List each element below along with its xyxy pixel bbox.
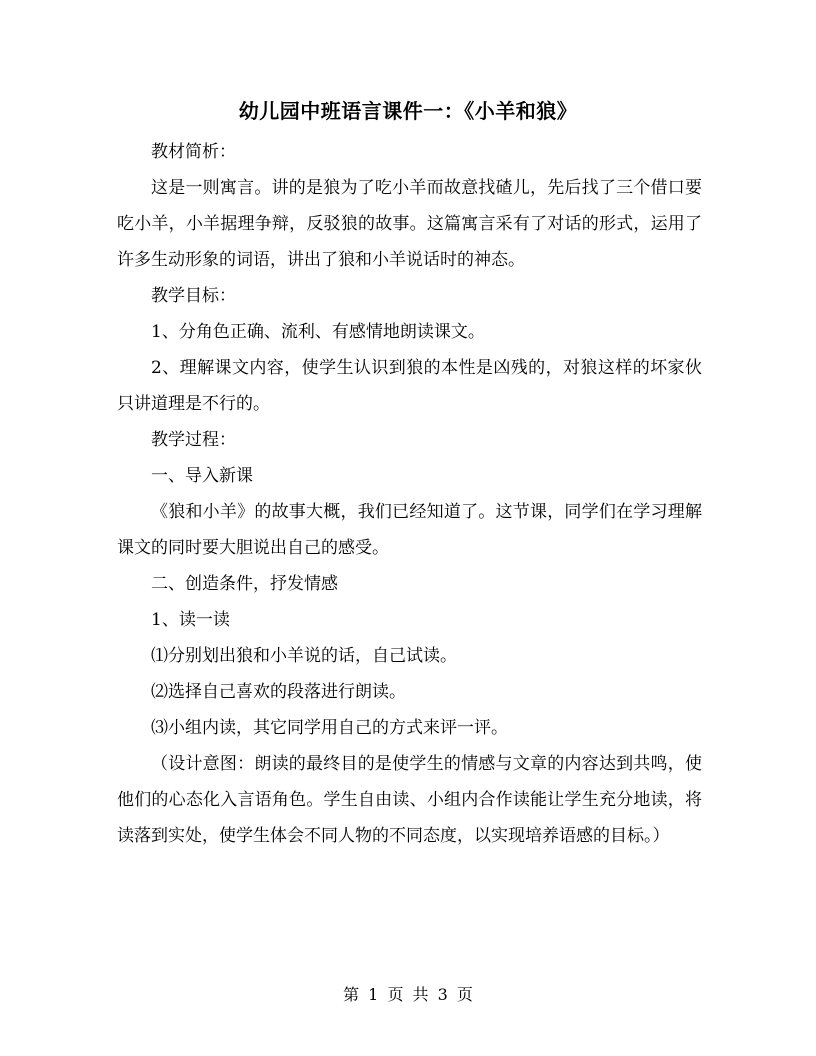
paragraph-step-1-heading: 一、导入新课 [151,466,253,486]
paragraph-read-item-3: ⑶小组内读，其它同学用自己的方式来评一评。 [151,718,508,738]
paragraph-section-heading-goals: 教学目标： [151,286,236,306]
paragraph-step-1-text: 《狼和小羊》的故事大概，我们已经知道了。这节课，同学们在学习理解课文的同时要大胆说出自己的感受。 [117,502,702,558]
paragraph-design-intent: （设计意图：朗读的最终目的是使学生的情感与文章的内容达到共鸣，使他们的心态化入言语角色。学生自由读、小组内合作读能让学生充分地读，将读落到实处，使学生体会不同人物的不同态度，以实现培养语感的目标。） [117,754,702,846]
document-title: 幼儿园中班语言课件一：《小羊和狼》 [238,99,578,123]
paragraph-read-item-2: ⑵选择自己喜欢的段落进行朗读。 [151,682,406,702]
paragraph-step-2-heading: 二、创造条件，抒发情感 [151,574,338,594]
page-footer: 第 1 页 共 3 页 [343,985,473,1004]
paragraph-goal-1: 1、分角色正确、流利、有感情地朗读课文。 [151,322,485,342]
paragraph-read-item-1: ⑴分别划出狼和小羊说的话，自己试读。 [151,646,457,666]
document-body [117,134,702,854]
paragraph-goal-2: 2、理解课文内容，使学生认识到狼的本性是凶残的，对狼这样的坏家伙只讲道理是不行的。 [117,358,702,414]
paragraph-read-heading: 1、读一读 [151,610,230,630]
paragraph-analysis-text: 这是一则寓言。讲的是狼为了吃小羊而故意找碴儿，先后找了三个借口要吃小羊，小羊据理争辩，反驳狼的故事。这篇寓言采有了对话的形式，运用了许多生动形象的词语，讲出了狼和小羊说话时的神态。 [117,178,702,270]
paragraph-section-heading-process: 教学过程： [151,430,236,450]
paragraph-section-heading-analysis: 教材简析： [151,142,236,162]
